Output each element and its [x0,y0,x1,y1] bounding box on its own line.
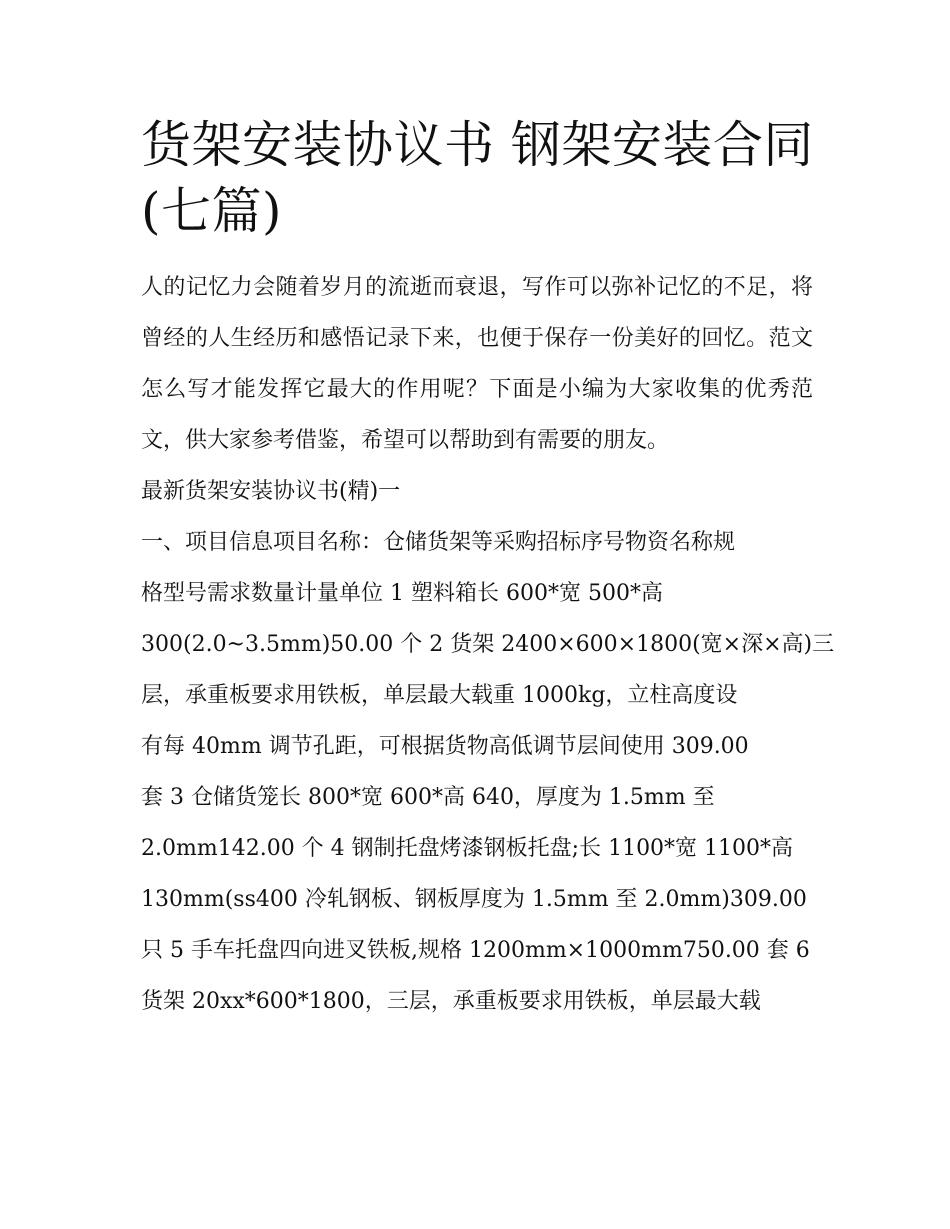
intro-paragraph: 人的记忆力会随着岁月的流逝而衰退，写作可以弥补记忆的不足，将曾经的人生经历和感悟记录下来，也便于保存一份美好的回忆。范文怎么写才能发挥它最大的作用呢？下面是小编为大家收集的优秀范文，供大家参考借鉴，希望可以帮助到有需要的朋友。 [141,275,813,453]
body-line: 格型号需求数量计量单位 1 塑料箱长 600*宽 500*高 [141,581,663,606]
body-line: 货架 20xx*600*1800，三层，承重板要求用铁板，单层最大载 [141,989,761,1014]
document-title [141,112,813,244]
contract-body [141,517,835,1027]
title-line: 货架安装协议书 钢架安装合同 [141,116,814,174]
body-line: 层，承重板要求用铁板，单层最大载重 1000kg，立柱高度设 [141,683,738,708]
document-page [141,112,835,1027]
body-line: 有每 40mm 调节孔距，可根据货物高低调节层间使用 309.00 [141,734,749,759]
body-line: 130mm(ss400 冷轧钢板、钢板厚度为 1.5mm 至 2.0mm)309.00 [141,887,807,912]
body-line: 2.0mm142.00 个 4 钢制托盘烤漆钢板托盘;长 1100*宽 1100*高 [141,836,794,861]
body-line: 300(2.0~3.5mm)50.00 个 2 货架 2400×600×1800(宽×深×高)三 [141,632,835,657]
body-line: 套 3 仓储货笼长 800*宽 600*高 640，厚度为 1.5mm 至 [141,785,715,810]
body-line: 只 5 手车托盘四向进叉铁板,规格 1200mm×1000mm750.00 套 6 [141,938,810,963]
title-line: (七篇) [141,182,283,240]
section-heading: 最新货架安装协议书(精)一 [141,479,401,504]
body-line: 一、项目信息项目名称：仓储货架等采购招标序号物资名称规 [141,530,736,555]
